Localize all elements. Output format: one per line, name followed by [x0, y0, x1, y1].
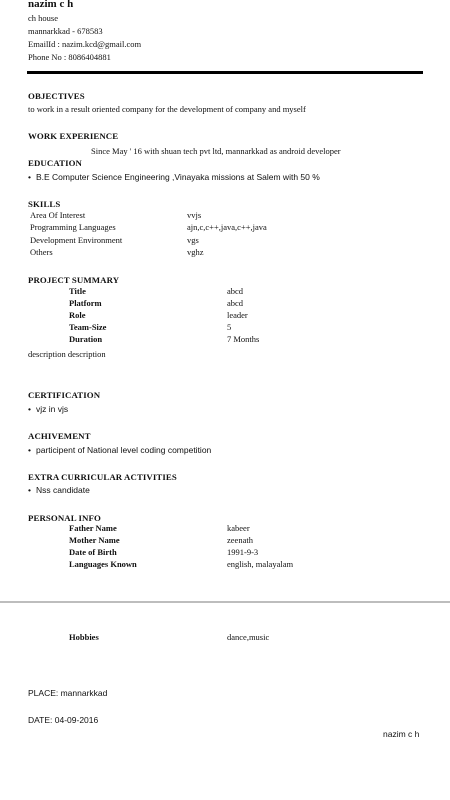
- skill-value: vgs: [187, 235, 199, 245]
- personal-value: kabeer: [227, 523, 250, 533]
- skill-value: ajn,c,c++,java,c++,java: [187, 222, 267, 232]
- personal-label: Father Name: [69, 523, 117, 533]
- certification-heading: CERTIFICATION: [28, 390, 101, 400]
- achievement-heading: ACHIVEMENT: [28, 431, 91, 441]
- personal-label: Languages Known: [69, 559, 137, 569]
- address-line-1: ch house: [28, 13, 58, 23]
- project-value: 7 Months: [227, 334, 260, 344]
- skill-value: vvjs: [187, 210, 202, 220]
- skill-label: Others: [30, 247, 53, 257]
- skill-value: vghz: [187, 247, 204, 257]
- work-heading: WORK EXPERIENCE: [28, 131, 119, 141]
- header-divider: [27, 71, 423, 74]
- project-label: Duration: [69, 334, 103, 344]
- certification-text: vjz in vjs: [35, 404, 69, 414]
- project-value: leader: [227, 310, 248, 320]
- extra-text: Nss candidate: [35, 485, 90, 495]
- achievement-item: [28, 445, 211, 455]
- education-item: [28, 172, 320, 182]
- project-description: description description: [28, 349, 106, 359]
- page-break-divider: [0, 601, 450, 603]
- skill-label: Area Of Interest: [30, 210, 86, 220]
- extra-item: [28, 485, 90, 495]
- signature-name: nazim c h: [383, 729, 420, 739]
- project-value: abcd: [227, 286, 244, 296]
- skills-heading: SKILLS: [28, 199, 61, 209]
- project-value: abcd: [227, 298, 244, 308]
- project-label: Team-Size: [69, 322, 107, 332]
- work-text: Since May ' 16 with shuan tech pvt ltd, mannarkkad as android developer: [91, 146, 341, 156]
- project-label: Title: [69, 286, 86, 296]
- skill-label: Development Environment: [30, 235, 123, 245]
- project-heading: PROJECT SUMMARY: [28, 275, 120, 285]
- place-line: PLACE: mannarkkad: [28, 688, 108, 698]
- education-text: B.E Computer Science Engineering ,Vinayaka missions at Salem with 50 %: [35, 172, 320, 182]
- personal-value: zeenath: [227, 535, 253, 545]
- achievement-text: participent of National level coding competition: [35, 445, 212, 455]
- applicant-name: nazim c h: [28, 0, 74, 10]
- objectives-text: to work in a result oriented company for the development of company and myself: [28, 104, 306, 114]
- hobbies-value: dance,music: [227, 632, 270, 642]
- phone-line: Phone No : 8086404881: [28, 52, 111, 62]
- personal-label: Mother Name: [69, 535, 120, 545]
- date-line: DATE: 04-09-2016: [28, 715, 99, 725]
- extra-heading: EXTRA CURRICULAR ACTIVITIES: [28, 472, 177, 482]
- personal-heading: PERSONAL INFO: [28, 513, 101, 523]
- personal-value: english, malayalam: [227, 559, 294, 569]
- hobbies-label: Hobbies: [69, 632, 99, 642]
- objectives-heading: OBJECTIVES: [28, 91, 85, 101]
- certification-item: [28, 404, 68, 414]
- project-label: Platform: [69, 298, 102, 308]
- email-line: EmailId : nazim.kcd@gmail.com: [28, 39, 142, 49]
- address-line-2: mannarkkad - 678583: [28, 26, 103, 36]
- education-heading: EDUCATION: [28, 158, 83, 168]
- personal-label: Date of Birth: [69, 547, 117, 557]
- project-value: 5: [227, 322, 232, 332]
- project-label: Role: [69, 310, 86, 320]
- skill-label: Programming Languages: [30, 222, 116, 232]
- personal-value: 1991-9-3: [227, 547, 259, 557]
